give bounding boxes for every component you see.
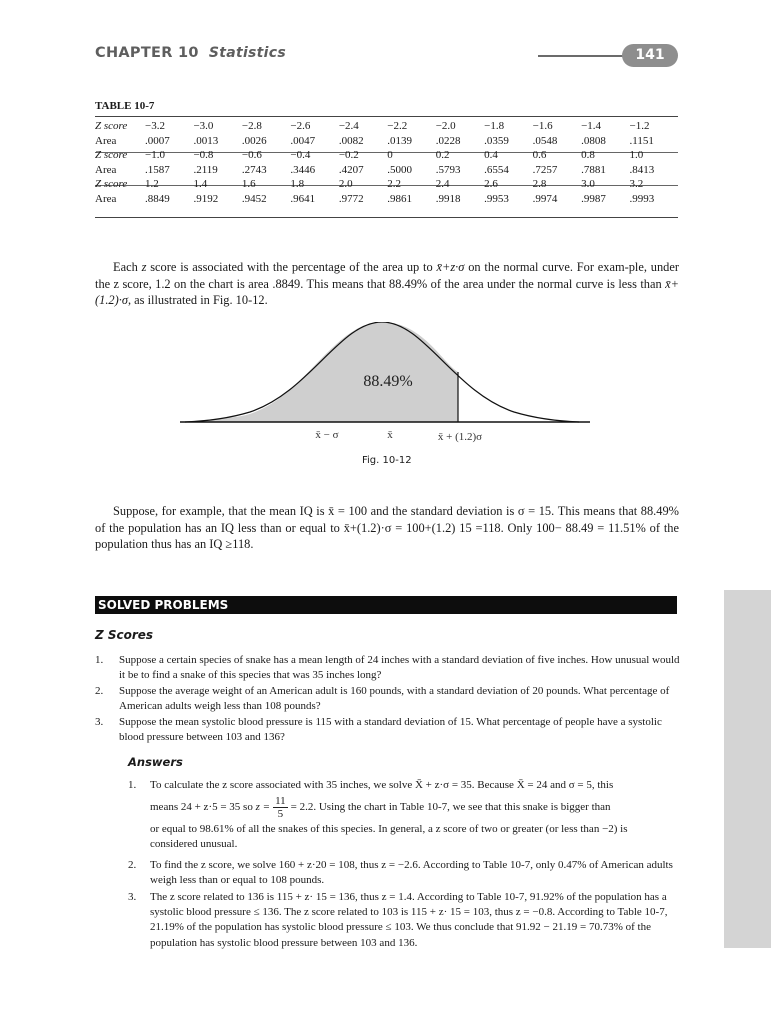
table-cell: .0013 [193, 134, 219, 147]
row-label: Area [95, 134, 117, 147]
table-cell: 1.0 [629, 149, 644, 162]
answers-heading: Answers [128, 755, 183, 769]
table-cell: .9861 [387, 192, 413, 205]
table-cell: .0548 [532, 134, 558, 147]
table-cell: .5793 [435, 163, 461, 176]
table-cell: −2.6 [290, 120, 311, 132]
table-cell: 3.2 [629, 178, 644, 191]
chapter-number: CHAPTER 10 [95, 45, 199, 61]
table-cell: −0.4 [290, 149, 311, 162]
table-cell: −3.2 [145, 120, 165, 132]
answer-item: 1. To calculate the z score associated with 35 inches, we solve X̄ + z·σ = 35. Because X̄ = 24 and σ = 5, this means 24 + z·5 = 35 so z = $\frac{11}{5}$ = 2.2. Using the chart in Table 10-7, we see that this snake is bigger than or equal to 98.61% of all the snakes of this species. In general, a z score of two or greater (or less than −2) is considered unusual. [128, 779, 628, 851]
answer-item: 2. To find the z score, we solve 160 + z·20 = 108, thus z = −2.6. According to Table 10-7, only 0.47% of American adults weigh less than or equal to 108 pounds. [128, 859, 673, 887]
table-cell: 1.6 [241, 178, 256, 191]
table-cell: 1.4 [193, 178, 208, 191]
table-cell: 1.8 [290, 178, 305, 191]
table-cell: 2.6 [484, 178, 498, 191]
table-cell: −1.8 [484, 120, 505, 132]
fraction-11-over-5: $\frac{11}{5}$ [275, 795, 286, 821]
table-cell: .8413 [629, 163, 655, 176]
table-row [95, 119, 678, 134]
page-number-badge: 141 [622, 44, 678, 67]
table-bottom-rule [95, 217, 678, 218]
table-cell: .4207 [338, 163, 364, 176]
iq-paragraph: Suppose, for example, that the mean IQ is x̄ = 100 and the standard deviation is σ = 15. This means that 88.49% of the population has an IQ less than or equal to x̄+(1.2)·σ = 100+(1.2) 15 =118. Only 100− 88.49 = 11.51% of the population thus has an IQ ≥118. [95, 504, 679, 551]
table-cell: −0.8 [193, 149, 214, 162]
table-cell: 0.4 [484, 149, 498, 162]
intro-paragraph: Each z score is associated with the percentage of the area up to x̄+z·σ on the normal curve. For exam-ple, under the z score, 1.2 on the chart is area .8849. This means that 88.49% of the area under the normal curve is less than x̄+ (1.2)·σ, as illustrated in Fig. 10-12. [95, 260, 679, 307]
answer-item: 3. The z score related to 136 is 115 + z· 15 = 136, thus z = 1.4. According to Table 10-7, 91.92% of the population has a systolic blood pressure ≤ 136. The z score related to 103 is 115 + z· 15 = 103, thus z = −0.8. According to Table 10-7, 21.19% of the population has systolic blood pressure ≤ 103. We thus conclude that 91.92 − 21.19 = 70.73% of the population has systolic blood pressure between 103 and 136. [128, 891, 668, 949]
row-label: Z score [95, 120, 128, 132]
section-heading: Z Scores [95, 628, 154, 642]
table-cell: −1.0 [145, 149, 165, 162]
table-row [95, 163, 678, 178]
table-cell: 0 [387, 149, 393, 162]
table-cell: −0.6 [241, 149, 262, 162]
table-cell: 0.2 [435, 149, 450, 162]
tick-label-mean-minus-sigma: x̄ − σ [315, 429, 339, 441]
table-cell: −2.0 [435, 120, 456, 132]
table-cell: −2.2 [387, 120, 408, 132]
problem-item: 2. Suppose the average weight of an American adult is 160 pounds, with a standard deviation of 20 pounds. What percentage of American adults weigh less than 108 pounds? [95, 685, 670, 712]
table-title: TABLE 10-7 [95, 100, 155, 112]
tick-label-mean: x̄ [387, 429, 393, 441]
table-cell: .3446 [290, 163, 316, 176]
table-cell: 1.2 [145, 178, 159, 191]
table-cell: −1.2 [629, 120, 650, 132]
table-cell: .2119 [193, 163, 218, 176]
chapter-subject: Statistics [208, 45, 286, 61]
normal-curve-figure [180, 322, 620, 447]
table-cell: .9452 [241, 192, 267, 205]
table-cell: .7881 [581, 163, 606, 176]
row-label: Z score [95, 149, 128, 162]
table-cell: 2.8 [532, 178, 547, 191]
row-label: Z score [95, 178, 128, 191]
table-cell: .1151 [629, 134, 654, 147]
table-row [95, 148, 678, 163]
problem-item: 1. Suppose a certain species of snake has a mean length of 24 inches with a standard deviation of five inches. How unusual would it be to find a snake of this species that was 35 inches long? [95, 654, 680, 681]
table-cell: 3.0 [581, 178, 595, 191]
table-cell: .9993 [629, 192, 655, 205]
z-score-table [95, 119, 678, 207]
table-cell: 2.0 [338, 178, 353, 191]
table-cell: .9641 [290, 192, 316, 205]
table-cell: −3.0 [193, 120, 214, 132]
table-cell: .0082 [338, 134, 364, 147]
table-cell: .0026 [241, 134, 267, 147]
chapter-heading [95, 45, 286, 61]
table-cell: .0228 [435, 134, 461, 147]
table-cell: .7257 [532, 163, 558, 176]
table-cell: .9918 [435, 192, 461, 205]
table-cell: .9987 [581, 192, 606, 205]
tick-label-cutoff: x̄ + (1.2)σ [437, 431, 483, 443]
table-cell: 2.2 [387, 178, 402, 191]
page-side-tab [724, 590, 771, 948]
table-cell: .0139 [387, 134, 413, 147]
table-cell: .5000 [387, 163, 413, 176]
table-cell: .0047 [290, 134, 316, 147]
shaded-percent-label: 88.49% [363, 373, 413, 390]
problem-item: 3. Suppose the mean systolic blood pressure is 115 with a standard deviation of 15. What percentage of people have a systolic blood pressure between 103 and 136? [95, 716, 662, 743]
table-cell: −2.8 [241, 120, 262, 132]
table-cell: .9192 [193, 192, 219, 205]
table-cell: .0808 [581, 134, 606, 147]
table-cell: .6554 [484, 163, 509, 176]
figure-caption: Fig. 10-12 [362, 455, 412, 466]
table-cell: −1.6 [532, 120, 553, 132]
table-row [95, 177, 678, 192]
table-cell: .9772 [338, 192, 364, 205]
table-cell: −1.4 [581, 120, 602, 132]
row-label: Area [95, 192, 117, 205]
table-top-rule [95, 116, 678, 117]
table-cell: .0359 [484, 134, 509, 147]
table-cell: .9974 [532, 192, 558, 205]
table-cell: 0.6 [532, 149, 547, 162]
table-cell: 0.8 [581, 149, 595, 162]
table-cell: −0.2 [338, 149, 359, 162]
solved-problems-bar [95, 596, 677, 614]
table-cell: 2.4 [435, 178, 450, 191]
table-cell: .2743 [241, 163, 267, 176]
solved-problems-title: SOLVED PROBLEMS [98, 598, 229, 612]
table-cell: .9953 [484, 192, 509, 205]
table-cell: .8849 [145, 192, 170, 205]
row-label: Area [95, 163, 117, 176]
table-cell: −2.4 [338, 120, 359, 132]
table-cell: .1587 [145, 163, 170, 176]
table-row [95, 192, 678, 207]
table-row [95, 134, 678, 149]
table-cell: .0007 [145, 134, 170, 147]
